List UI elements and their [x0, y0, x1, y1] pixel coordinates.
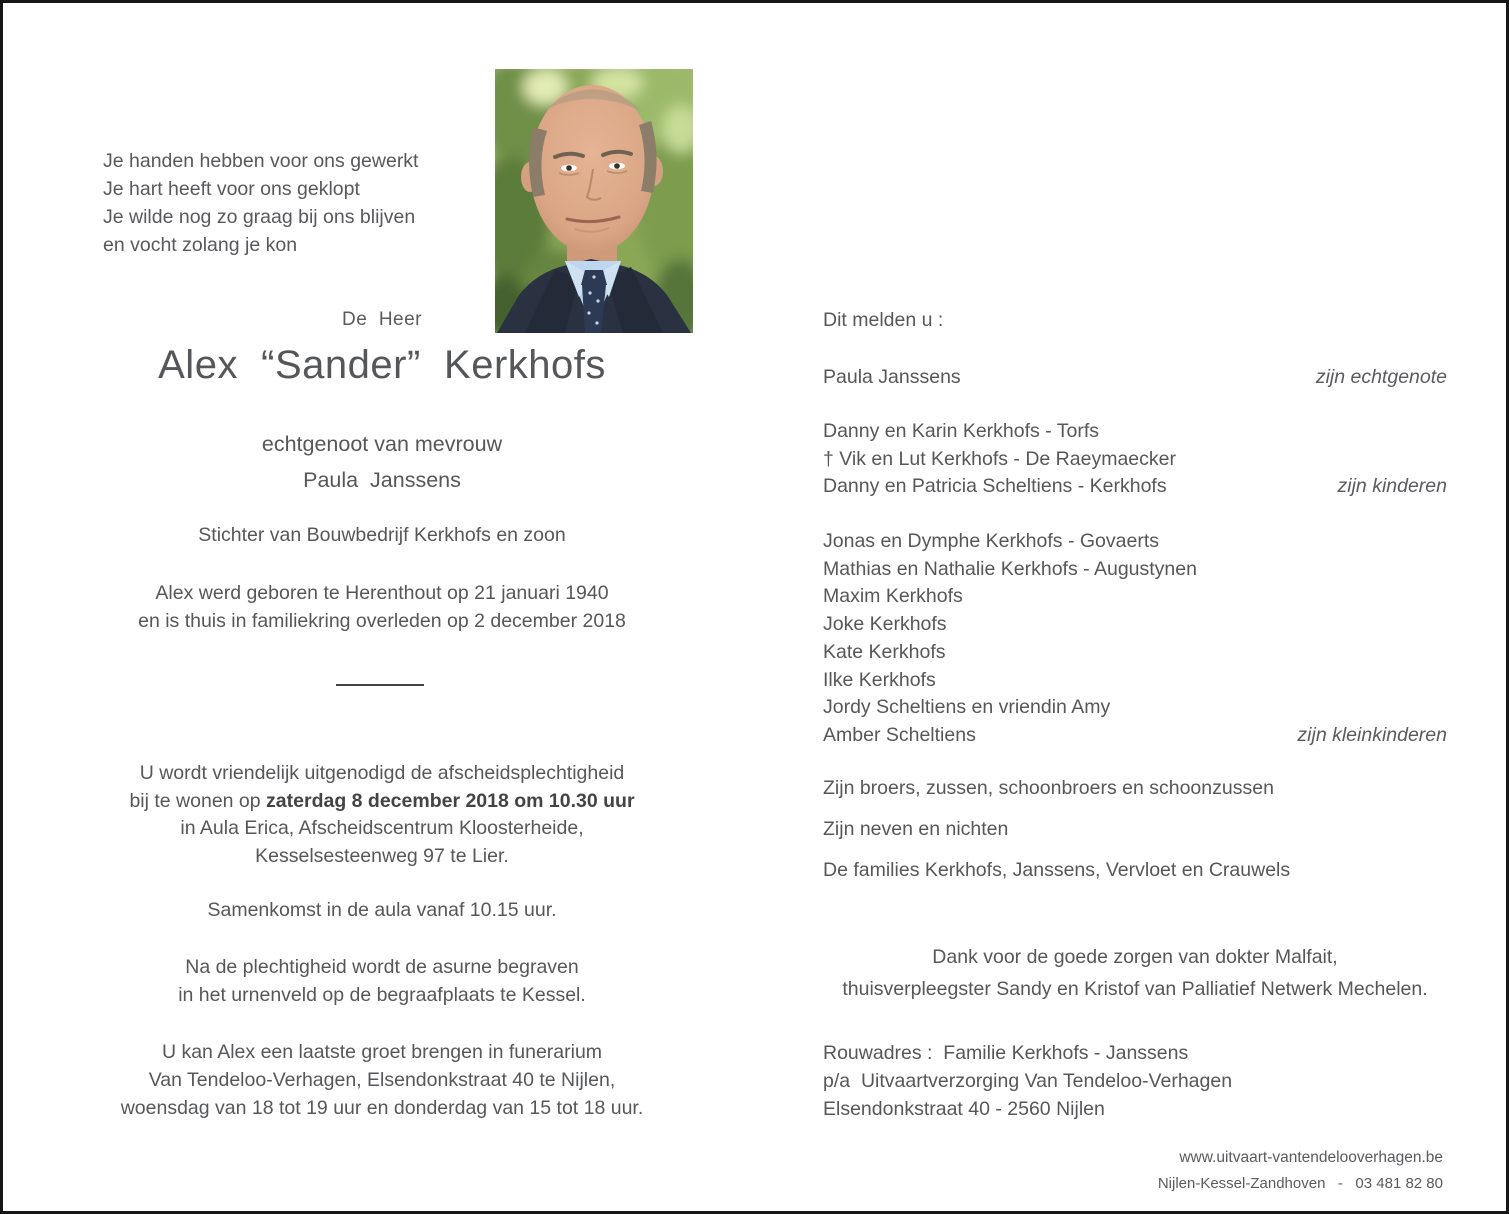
- child-line: [823, 473, 1447, 501]
- thanks-line-1: Dank voor de goede zorgen van dokter Malfait,: [932, 946, 1338, 968]
- cousins-line: Zijn neven en nichten: [823, 818, 1009, 840]
- poem-line-4: en vocht zolang je kon: [103, 234, 298, 256]
- wife-line: [823, 364, 1447, 392]
- occupation-line: Stichter van Bouwbedrijf Kerkhofs en zoon: [198, 524, 566, 546]
- section-divider: [336, 684, 424, 686]
- grandchild-name: Amber Scheltiens: [823, 723, 976, 746]
- deceased-name: Alex “Sander” Kerkhofs: [158, 343, 606, 387]
- visit-line-3: woensdag van 18 tot 19 uur en donderdag van 15 tot 18 uur.: [120, 1096, 644, 1119]
- mourning-address-line-2: p/a Uitvaartverzorging Van Tendeloo-Verhagen: [823, 1070, 1233, 1092]
- mourning-address-block: [823, 1039, 1447, 1123]
- thanks-line-2: thuisverpleegster Sandy en Kristof van Palliatief Netwerk Mechelen.: [842, 978, 1428, 1000]
- funeral-home-footer: [1158, 1145, 1443, 1196]
- announcer-group-wife: [823, 364, 1447, 392]
- invite-line-3: in Aula Erica, Afscheidscentrum Kloosterheide,: [180, 817, 584, 840]
- child-line: Danny en Karin Kerkhofs - Torfs: [823, 420, 1100, 442]
- death-line: en is thuis in familiekring overleden op 2 december 2018: [138, 609, 626, 632]
- wife-name: Paula Janssens: [823, 366, 961, 388]
- poem-line-1: Je handen hebben voor ons gewerkt: [103, 150, 419, 172]
- grandchild-line: Jonas en Dymphe Kerkhofs - Govaerts: [823, 530, 1159, 552]
- relation-grandchildren: zijn kleinkinderen: [1297, 723, 1447, 746]
- announcer-group-grandchildren: [823, 528, 1447, 750]
- ceremony-datetime: zaterdag 8 december 2018 om 10.30 uur: [266, 789, 635, 812]
- portrait-photo: [495, 69, 693, 333]
- salutation: De Heer: [341, 309, 423, 330]
- relation-wife: zijn echtgenote: [1315, 366, 1447, 388]
- footer-location-phone: Nijlen-Kessel-Zandhoven - 03 481 82 80: [1157, 1174, 1443, 1192]
- child-name: Danny en Patricia Scheltiens - Kerkhofs: [823, 475, 1167, 498]
- invite-line-2: [76, 788, 688, 816]
- poem-line-3: Je wilde nog zo graag bij ons blijven: [103, 206, 416, 228]
- families-line: De families Kerkhofs, Janssens, Vervloet en Crauwels: [823, 859, 1291, 881]
- invite-line-2-prefix: bij te wonen op: [129, 789, 267, 812]
- visit-line-2: Van Tendeloo-Verhagen, Elsendonkstraat 40 te Nijlen,: [148, 1068, 616, 1091]
- grandchild-line: Jordy Scheltiens en vriendin Amy: [823, 696, 1111, 719]
- thanks-block: [823, 941, 1447, 1005]
- birth-death-block: [76, 580, 688, 635]
- birth-line: Alex werd geboren te Herenthout op 21 januari 1940: [155, 582, 609, 604]
- funerarium-block: [76, 1039, 688, 1122]
- gathering-line: Samenkomst in de aula vanaf 10.15 uur.: [207, 899, 557, 921]
- grandchild-line: Mathias en Nathalie Kerkhofs - Augustynen: [823, 557, 1197, 580]
- grandchild-line: Ilke Kerkhofs: [823, 668, 936, 691]
- invite-line-4: Kesselsesteenweg 97 te Lier.: [255, 844, 509, 867]
- spouse-intro: echtgenoot van mevrouw: [261, 432, 503, 456]
- visit-line-1: U kan Alex een laatste groet brengen in funerarium: [161, 1041, 603, 1063]
- spouse-name: Paula Janssens: [303, 468, 461, 492]
- footer-website: www.uitvaart-vantendelooverhagen.be: [1179, 1149, 1443, 1166]
- invite-line-1: U wordt vriendelijk uitgenodigd de afscheidsplechtigheid: [139, 762, 625, 784]
- siblings-line: Zijn broers, zussen, schoonbroers en schoonzussen: [823, 777, 1274, 799]
- ceremony-invitation: [76, 760, 688, 870]
- relation-children: zijn kinderen: [1337, 475, 1447, 498]
- poem: [103, 147, 418, 259]
- announcer-group-children: [823, 418, 1447, 501]
- mourning-address-line-3: Elsendonkstraat 40 - 2560 Nijlen: [823, 1098, 1105, 1120]
- burial-line-2: in het urnenveld op de begraafplaats te Kessel.: [178, 983, 586, 1006]
- burial-line-1: Na de plechtigheid wordt de asurne begraven: [185, 956, 579, 978]
- child-line: † Vik en Lut Kerkhofs - De Raeymaecker: [823, 447, 1176, 470]
- poem-line-2: Je hart heeft voor ons geklopt: [103, 178, 360, 200]
- grandchild-line: [823, 722, 1447, 750]
- grandchild-line: Joke Kerkhofs: [823, 613, 947, 636]
- announcers-header: Dit melden u :: [823, 309, 944, 331]
- grandchild-line: Kate Kerkhofs: [823, 640, 946, 663]
- mourning-address-line-1: Rouwadres : Familie Kerkhofs - Janssens: [823, 1042, 1189, 1064]
- burial-block: [76, 954, 688, 1009]
- grandchild-line: Maxim Kerkhofs: [823, 585, 963, 608]
